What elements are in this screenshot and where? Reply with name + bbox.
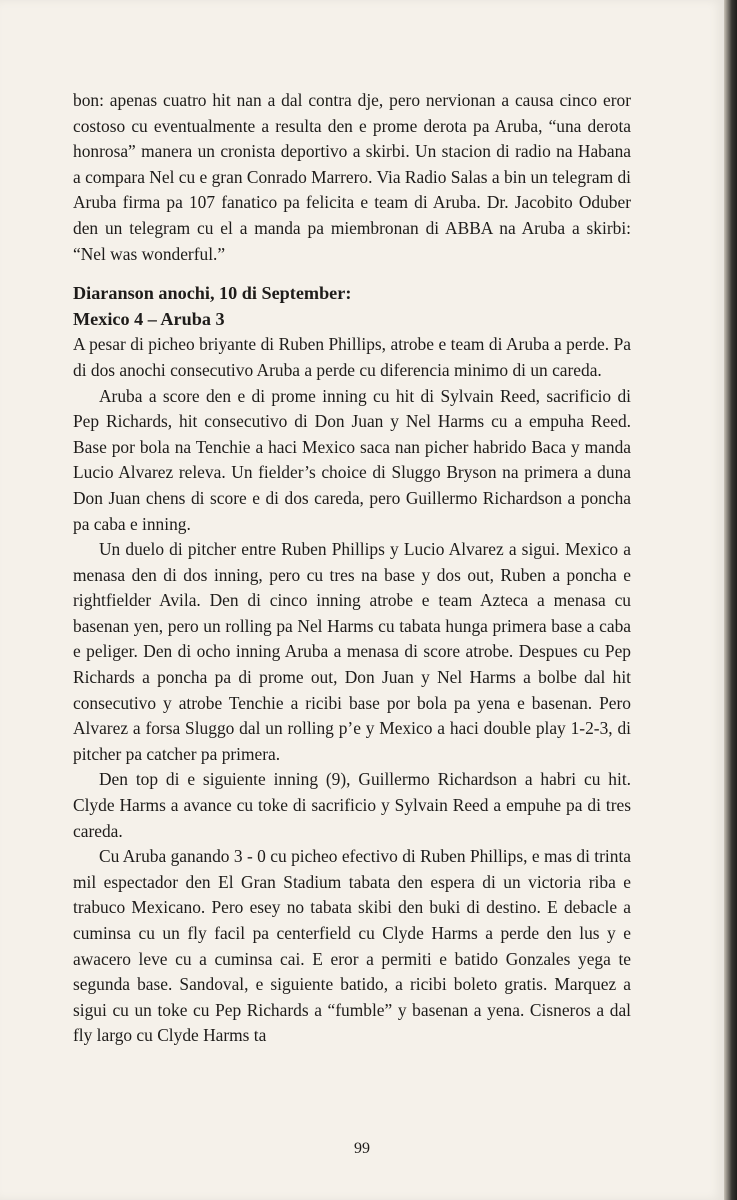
- page-number: 99: [354, 1140, 370, 1157]
- paragraph: A pesar di picheo briyante di Ruben Phillips, atrobe e team di Aruba a perde. Pa di dos anochi consecutivo Aruba a perde cu diferencia minimo di un careda.: [73, 334, 631, 380]
- body-text: [73, 88, 631, 1049]
- page-edge-shadow: [724, 0, 737, 1200]
- section-heading-line-2: Mexico 4 – Aruba 3: [73, 308, 225, 329]
- paragraph: bon: apenas cuatro hit nan a dal contra dje, pero nervionan a causa cinco eror costoso cu eventualmente a resulta den e prome derota pa Aruba, “una derota honrosa” manera un cronista deportivo a skirbi. Un stacion di radio na Habana a compara Nel cu e gran Conrado Marrero. Via Radio Salas a bin un telegram di Aruba firma pa 107 fanatico pa felicita e team di Aruba. Dr. Jacobito Oduber den un telegram cu el a manda pa miembronan di ABBA na Aruba a skirbi: “Nel was wonderful.”: [73, 90, 631, 264]
- paragraph: Aruba a score den e di prome inning cu hit di Sylvain Reed, sacrificio di Pep Richards, hit consecutivo di Don Juan y Nel Harms cu a empuha Reed. Base por bola na Tenchie a haci Mexico saca nan picher habrido Baca y manda Lucio Alvarez releva. Un fielder’s choice di Sluggo Bryson na primera a duna Don Juan chens di score e di dos careda, pero Guillermo Richardson a poncha pa caba e inning.: [73, 385, 631, 534]
- paragraph: Un duelo di pitcher entre Ruben Phillips y Lucio Alvarez a sigui. Mexico a menasa den di dos inning, pero cu tres na base y dos out, Ruben a poncha e rightfielder Avila. Den di cinco inning atrobe e team Azteca a menasa cu basenan yen, pero un rolling pa Nel Harms cu tabata hunga primera base a caba e peliger. Den di ocho inning Aruba a menasa di score atrobe. Despues cu Pep Richards a poncha pa di prome out, Don Juan y Nel Harms a bolbe dal hit consecutivo y atrobe Tenchie a ricibi base por bola pa yena e basenan. Pero Alvarez a forsa Sluggo dal un rolling p’e y Mexico a haci double play 1-2-3, di pitcher pa catcher pa primera.: [73, 539, 631, 764]
- paragraph: Den top di e siguiente inning (9), Guillermo Richardson a habri cu hit. Clyde Harms a avance cu toke di sacrificio y Sylvain Reed a empuhe pa di tres careda.: [73, 769, 631, 841]
- section-heading: [73, 281, 631, 332]
- paragraph: Cu Aruba ganando 3 - 0 cu picheo efectivo di Ruben Phillips, e mas di trinta mil espectador den El Gran Stadium tabata den espera di un victoria riba e trabuco Mexicano. Pero esey no tabata skibi den buki di destino. E debacle a cuminsa cu un fly facil pa centerfield cu Clyde Harms a perde den lus y e awacero leve cu a cuminsa cai. E eror a permiti e batido Gonzales yega te segunda base. Sandoval, e siguiente batido, a ricibi boleto gratis. Marquez a sigui cu un toke cu Pep Richards a “fumble” y basenan a yena. Cisneros a dal fly largo cu Clyde Harms ta: [73, 846, 631, 1046]
- section-heading-line-1: Diaranson anochi, 10 di September:: [73, 283, 352, 304]
